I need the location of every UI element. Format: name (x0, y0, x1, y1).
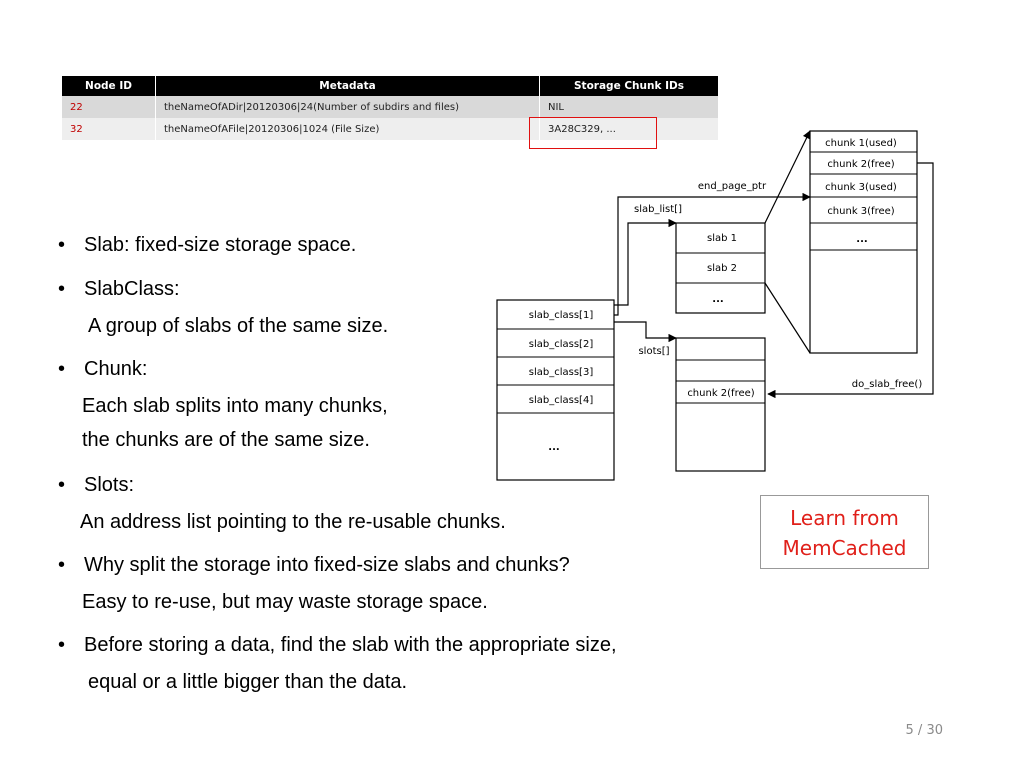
slab-2: slab 2 (706, 263, 738, 274)
slab-class-4: slab_class[4] (528, 395, 594, 406)
metadata-cell: theNameOfAFile|20120306|1024 (File Size) (156, 118, 540, 140)
chunk-more: ... (856, 234, 868, 245)
slab-class-1: slab_class[1] (528, 310, 594, 321)
chunk-2: chunk 2(free) (827, 159, 895, 170)
header-node-id: Node ID (62, 76, 156, 96)
chunk-1: chunk 1(used) (825, 138, 897, 149)
learn-from-memcached-box (760, 495, 929, 569)
bullet-chunk-desc-2: the chunks are of the same size. (82, 429, 370, 451)
bullet-slots-desc: An address list pointing to the re-usable chunks. (80, 511, 506, 533)
slots-box (676, 338, 765, 471)
chunk-3-used: chunk 3(used) (825, 182, 897, 193)
slab-class-more: ... (548, 442, 560, 453)
bullet-before: • Before storing a data, find the slab with the appropriate size, (58, 634, 617, 656)
bullet-chunk-desc-1: Each slab splits into many chunks, (82, 395, 388, 417)
node-id-cell: 32 (62, 118, 156, 140)
bullet-slots: • Slots: (58, 474, 135, 496)
learn-line-1: Learn from (790, 506, 899, 530)
bullet-slabclass-desc: A group of slabs of the same size. (88, 315, 389, 337)
bullet-why: • Why split the storage into fixed-size slabs and chunks? (58, 554, 570, 576)
end-page-ptr-label: end_page_ptr (697, 181, 767, 192)
slots-label: slots[] (638, 346, 670, 357)
page-number: 5 / 30 (905, 723, 943, 738)
node-id-cell: 22 (62, 96, 156, 118)
slab-more: ... (712, 294, 724, 305)
slab-class-box (497, 300, 614, 480)
bullet-chunk: • Chunk: (58, 358, 148, 380)
header-storage-chunk-ids: Storage Chunk IDs (540, 76, 719, 96)
chunk-ids-cell: NIL (540, 96, 719, 118)
bullet-slab: • Slab: fixed-size storage space. (58, 234, 357, 256)
header-metadata: Metadata (156, 76, 540, 96)
slab-1: slab 1 (706, 233, 738, 244)
do-slab-free-label: do_slab_free() (851, 379, 923, 390)
learn-line-2: MemCached (782, 536, 907, 560)
chunk-ids-cell: 3A28C329, ... (540, 118, 719, 140)
slab-class-2: slab_class[2] (528, 339, 594, 350)
bullet-why-desc: Easy to re-use, but may waste storage space. (82, 591, 488, 613)
metadata-cell: theNameOfADir|20120306|24(Number of subdirs and files) (156, 96, 540, 118)
slab-class-3: slab_class[3] (528, 367, 594, 378)
slot-chunk: chunk 2(free) (687, 388, 755, 399)
chunk-3-free: chunk 3(free) (827, 206, 895, 217)
bullet-slabclass: • SlabClass: (58, 278, 180, 300)
slab-list-label: slab_list[] (634, 204, 682, 215)
bullet-before-desc: equal or a little bigger than the data. (88, 671, 408, 693)
